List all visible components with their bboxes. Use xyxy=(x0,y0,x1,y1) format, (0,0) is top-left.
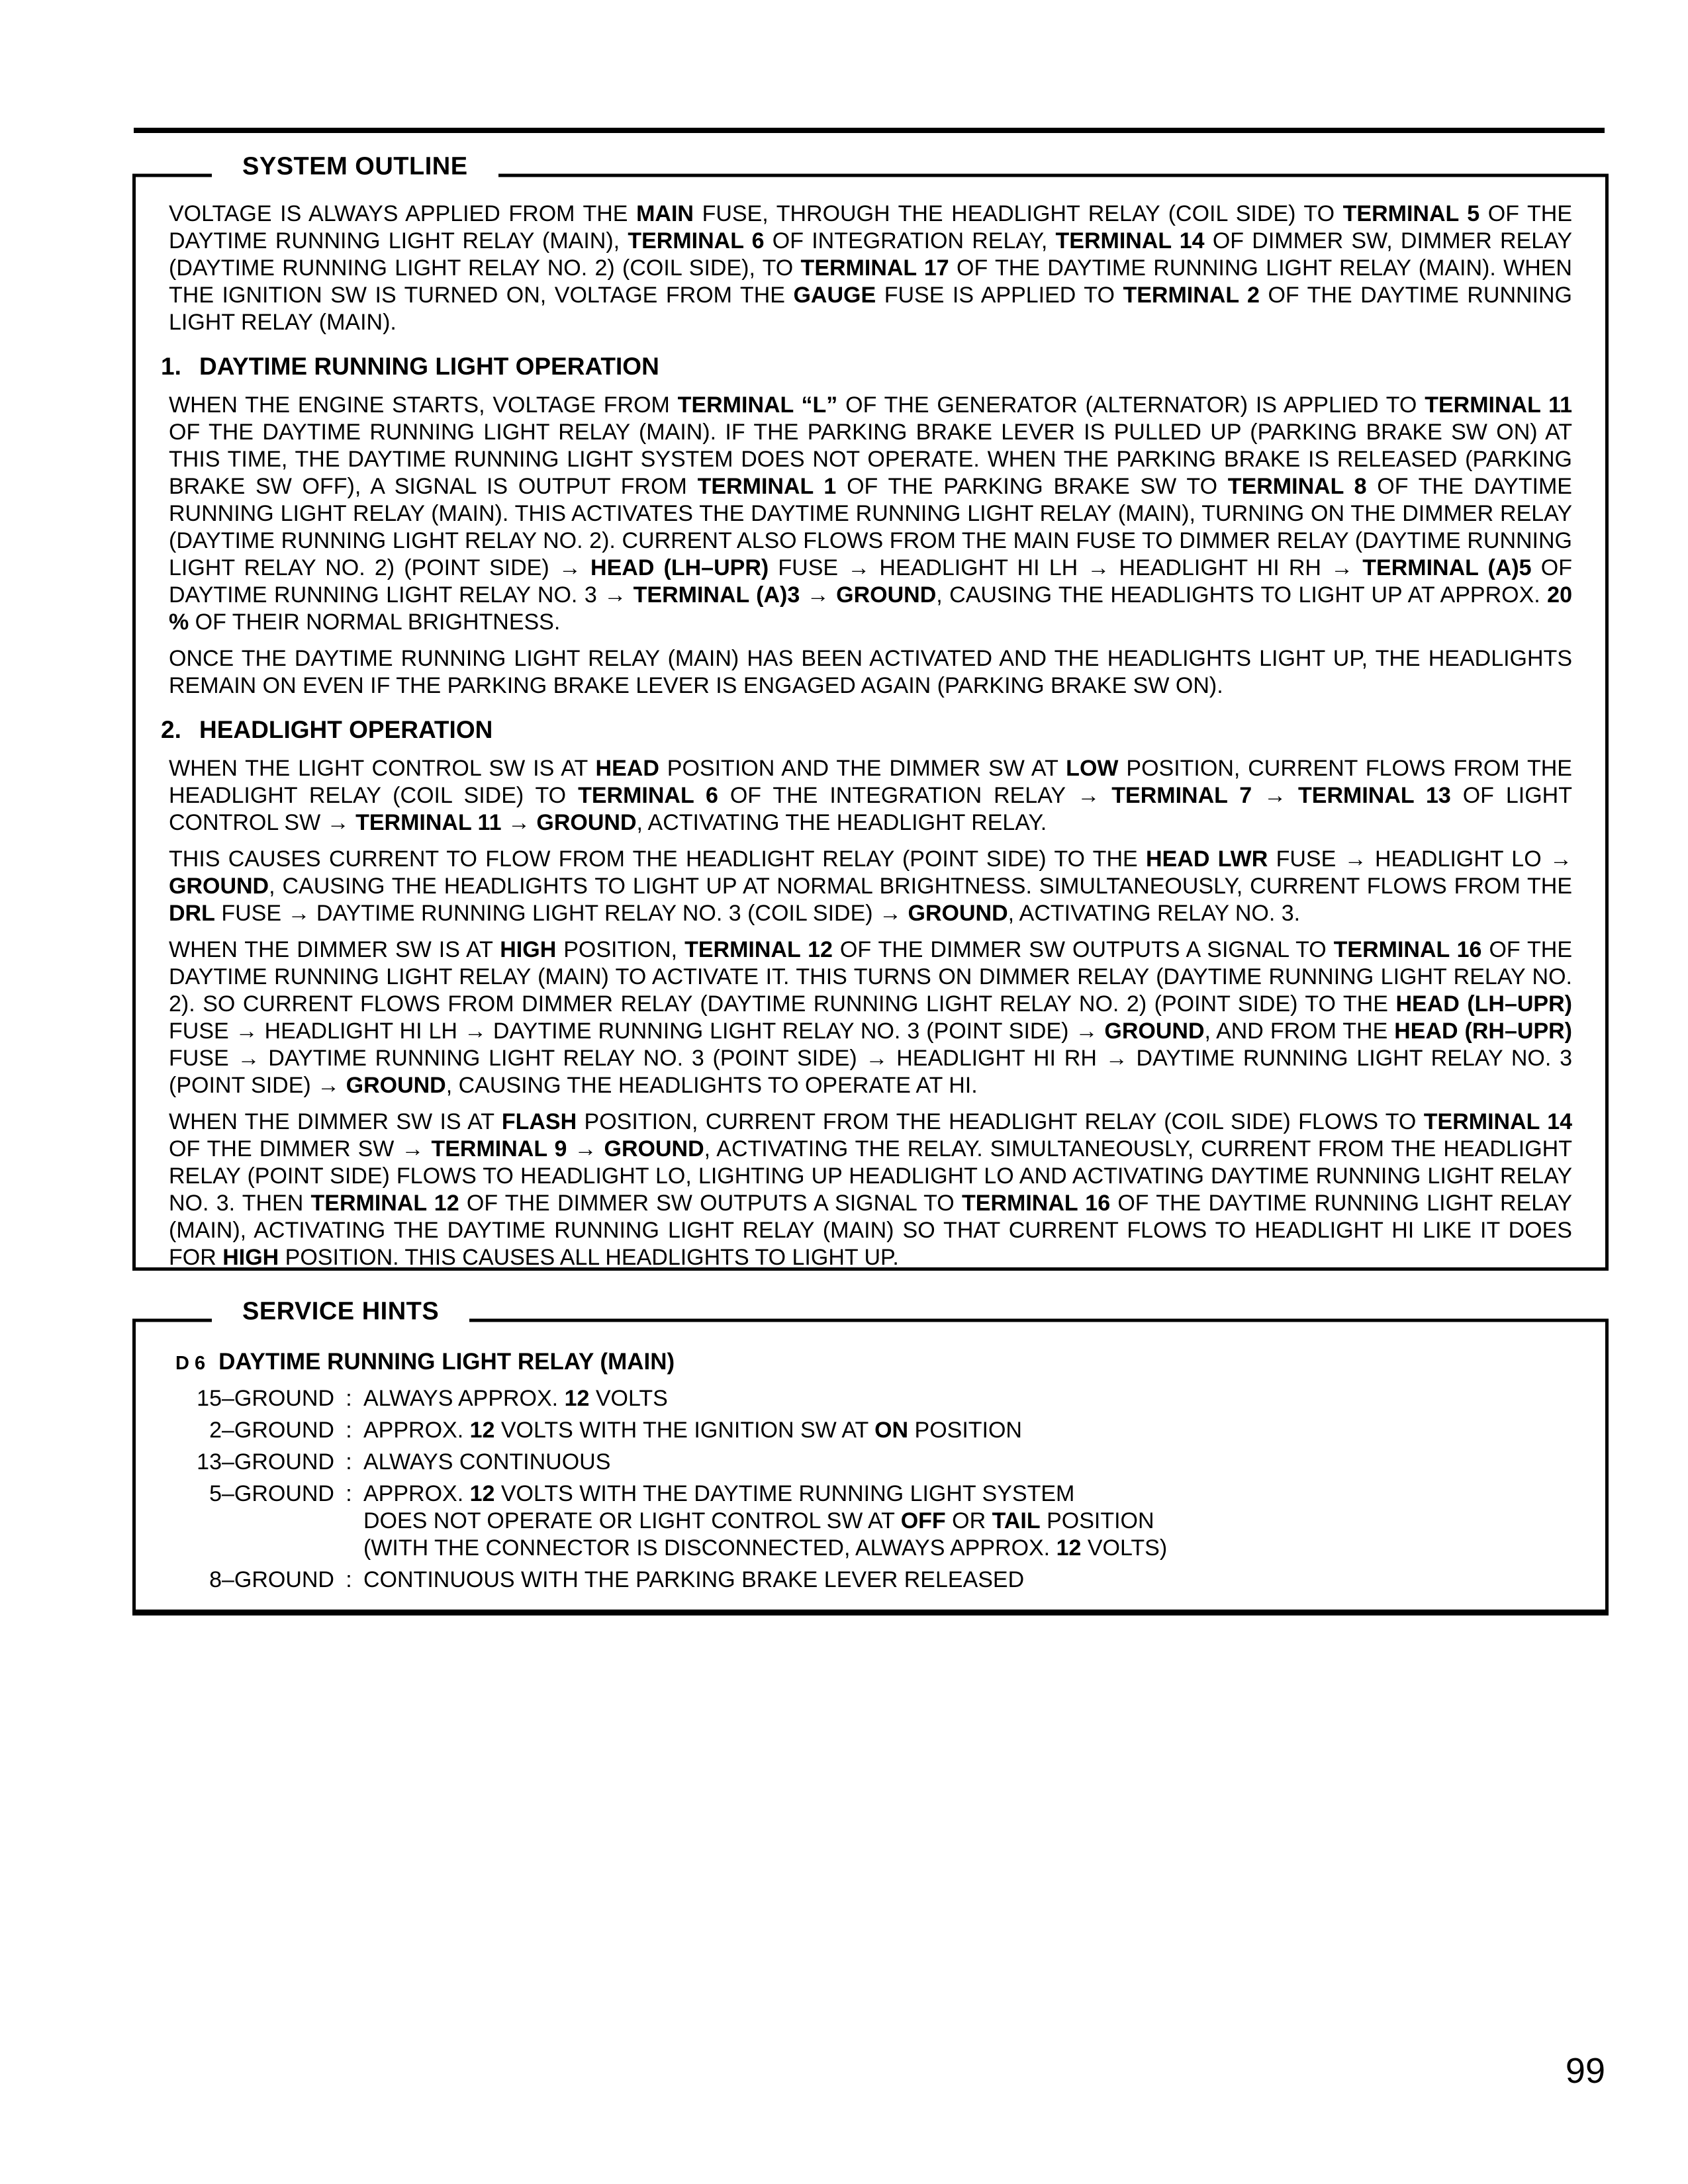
hint-value xyxy=(363,1480,1572,1562)
hint-value-line: DOES NOT OPERATE OR LIGHT CONTROL SW AT OFF OR TAIL POSITION xyxy=(363,1508,1154,1533)
title-rule-right xyxy=(469,1319,1609,1322)
hint-row xyxy=(169,1417,1572,1444)
intro-paragraph: VOLTAGE IS ALWAYS APPLIED FROM THE MAIN FUSE, THROUGH THE HEADLIGHT RELAY (COIL SIDE) TO TERMINAL 5 OF THE DAYTIME RUNNING LIGHT RELAY (MAIN), TERMINAL 6 OF INTEGRATION RELAY, TERMINAL 14 OF DIMMER SW, DIMMER RELAY (DAYTIME RUNNING LIGHT RELAY NO. 2) (COIL SIDE), TO TERMINAL 17 OF THE DAYTIME RUNNING LIGHT RELAY (MAIN). WHEN THE IGNITION SW IS TURNED ON, VOLTAGE FROM THE GAUGE FUSE IS APPLIED TO TERMINAL 2 OF THE DAYTIME RUNNING LIGHT RELAY (MAIN). xyxy=(169,201,1573,335)
hint-value-line: APPROX. 12 VOLTS WITH THE DAYTIME RUNNING LIGHT SYSTEM xyxy=(363,1481,1075,1506)
hint-value xyxy=(363,1567,1572,1594)
section-2-heading-text: HEADLIGHT OPERATION xyxy=(199,716,493,743)
colon-separator: : xyxy=(346,1567,352,1592)
title-rule-right xyxy=(498,174,1609,177)
section-1-paragraph-1: WHEN THE ENGINE STARTS, VOLTAGE FROM TERMINAL “L” OF THE GENERATOR (ALTERNATOR) IS APPLIED TO TERMINAL 11 OF THE DAYTIME RUNNING LIGHT RELAY (MAIN). IF THE PARKING BRAKE LEVER IS PULLED UP (PARKING BRAKE SW ON) AT THIS TIME, THE DAYTIME RUNNING LIGHT SYSTEM DOES NOT OPERATE. WHEN THE PARKING BRAKE IS RELEASED (PARKING BRAKE SW OFF), A SIGNAL IS OUTPUT FROM TERMINAL 1 OF THE PARKING BRAKE SW TO TERMINAL 8 OF THE DAYTIME RUNNING LIGHT RELAY (MAIN). THIS ACTIVATES THE DAYTIME RUNNING LIGHT RELAY (MAIN), TURNING ON THE DIMMER RELAY (DAYTIME RUNNING LIGHT RELAY NO. 2). CURRENT ALSO FLOWS FROM THE MAIN FUSE TO DIMMER RELAY (DAYTIME RUNNING LIGHT RELAY NO. 2) (POINT SIDE) → HEAD (LH–UPR) FUSE → HEADLIGHT HI LH → HEADLIGHT HI RH → TERMINAL (A)5 OF DAYTIME RUNNING LIGHT RELAY NO. 3 → TERMINAL (A)3 → GROUND, CAUSING THE HEADLIGHTS TO LIGHT UP AT APPROX. 20 % OF THEIR NORMAL BRIGHTNESS. xyxy=(169,392,1573,635)
component-heading xyxy=(175,1347,1572,1379)
hint-value-line: CONTINUOUS WITH THE PARKING BRAKE LEVER RELEASED xyxy=(363,1567,1025,1592)
hint-row xyxy=(169,1567,1572,1594)
terminal-label: 8–GROUND xyxy=(209,1567,334,1592)
hint-value-line: ALWAYS APPROX. 12 VOLTS xyxy=(363,1386,668,1411)
component-id: D 6 xyxy=(175,1353,206,1374)
title-rule-left xyxy=(132,1319,212,1322)
colon-separator: : xyxy=(346,1449,352,1475)
section-2-paragraph-1: WHEN THE LIGHT CONTROL SW IS AT HEAD POSITION AND THE DIMMER SW AT LOW POSITION, CURRENT FLOWS FROM THE HEADLIGHT RELAY (COIL SIDE) TO TERMINAL 6 OF THE INTEGRATION RELAY → TERMINAL 7 → TERMINAL 13 OF LIGHT CONTROL SW → TERMINAL 11 → GROUND, ACTIVATING THE HEADLIGHT RELAY. xyxy=(169,756,1572,835)
component-name: DAYTIME RUNNING LIGHT RELAY (MAIN) xyxy=(218,1349,675,1375)
hint-value-line: ALWAYS CONTINUOUS xyxy=(363,1449,611,1475)
hint-row xyxy=(169,1480,1572,1562)
terminal-label: 2–GROUND xyxy=(209,1418,334,1443)
colon-separator: : xyxy=(346,1386,352,1411)
section-2-paragraph-4: WHEN THE DIMMER SW IS AT FLASH POSITION, CURRENT FROM THE HEADLIGHT RELAY (COIL SIDE) FLOWS TO TERMINAL 14 OF THE DIMMER SW → TERMINAL 9 → GROUND, ACTIVATING THE RELAY. SIMULTANEOUSLY, CURRENT FROM THE HEADLIGHT RELAY (POINT SIDE) FLOWS TO HEADLIGHT LO, LIGHTING UP HEADLIGHT LO AND ACTIVATING DAYTIME RUNNING LIGHT RELAY NO. 3. THEN TERMINAL 12 OF THE DIMMER SW OUTPUTS A SIGNAL TO TERMINAL 16 OF THE DAYTIME RUNNING LIGHT RELAY (MAIN), ACTIVATING THE DAYTIME RUNNING LIGHT RELAY (MAIN) SO THAT CURRENT FLOWS TO HEADLIGHT HI LIKE IT DOES FOR HIGH POSITION. THIS CAUSES ALL HEADLIGHTS TO LIGHT UP. xyxy=(169,1109,1573,1270)
hint-row xyxy=(169,1385,1572,1412)
terminal-label: 15–GROUND xyxy=(197,1386,334,1411)
section-2-paragraph-2: THIS CAUSES CURRENT TO FLOW FROM THE HEADLIGHT RELAY (POINT SIDE) TO THE HEAD LWR FUSE → HEADLIGHT LO → GROUND, CAUSING THE HEADLIGHTS TO LIGHT UP AT NORMAL BRIGHTNESS. SIMULTANEOUSLY, CURRENT FLOWS FROM THE DRL FUSE → DAYTIME RUNNING LIGHT RELAY NO. 3 (COIL SIDE) → GROUND, ACTIVATING RELAY NO. 3. xyxy=(169,846,1573,926)
hint-value xyxy=(363,1417,1572,1444)
section-1-heading-text: DAYTIME RUNNING LIGHT OPERATION xyxy=(199,353,659,380)
service-hints-title-row xyxy=(132,1297,1609,1335)
terminal-label: 5–GROUND xyxy=(209,1481,334,1506)
page-top-rule xyxy=(134,128,1605,133)
section-2-number: 2. xyxy=(161,716,181,743)
system-outline-box xyxy=(132,152,1609,1271)
colon-separator: : xyxy=(346,1481,352,1506)
hint-value xyxy=(363,1385,1572,1412)
section-2-heading xyxy=(161,715,1572,745)
section-1-number: 1. xyxy=(161,353,181,380)
section-1-paragraph-2: ONCE THE DAYTIME RUNNING LIGHT RELAY (MAIN) HAS BEEN ACTIVATED AND THE HEADLIGHTS LIGHT UP, THE HEADLIGHTS REMAIN ON EVEN IF THE PARKING BRAKE LEVER IS ENGAGED AGAIN (PARKING BRAKE SW ON). xyxy=(169,646,1572,698)
hint-value-line: (WITH THE CONNECTOR IS DISCONNECTED, ALWAYS APPROX. 12 VOLTS) xyxy=(363,1535,1168,1561)
system-outline-title: SYSTEM OUTLINE xyxy=(242,152,468,181)
terminal-label: 13–GROUND xyxy=(197,1449,334,1475)
colon-separator: : xyxy=(346,1418,352,1443)
page-number: 99 xyxy=(1565,2051,1605,2091)
hint-value-line: APPROX. 12 VOLTS WITH THE IGNITION SW AT ON POSITION xyxy=(363,1418,1022,1443)
service-hints-title: SERVICE HINTS xyxy=(242,1297,440,1326)
section-2-paragraph-3: WHEN THE DIMMER SW IS AT HIGH POSITION, TERMINAL 12 OF THE DIMMER SW OUTPUTS A SIGNAL TO TERMINAL 16 OF THE DAYTIME RUNNING LIGHT RELAY (MAIN) TO ACTIVATE IT. THIS TURNS ON DIMMER RELAY (DAYTIME RUNNING LIGHT RELAY NO. 2). SO CURRENT FLOWS FROM DIMMER RELAY (DAYTIME RUNNING LIGHT RELAY NO. 2) (POINT SIDE) TO THE HEAD (LH–UPR) FUSE → HEADLIGHT HI LH → DAYTIME RUNNING LIGHT RELAY NO. 3 (POINT SIDE) → GROUND, AND FROM THE HEAD (RH–UPR) FUSE → DAYTIME RUNNING LIGHT RELAY NO. 3 (POINT SIDE) → HEADLIGHT HI RH → DAYTIME RUNNING LIGHT RELAY NO. 3 (POINT SIDE) → GROUND, CAUSING THE HEADLIGHTS TO OPERATE AT HI. xyxy=(169,937,1573,1098)
section-1-heading xyxy=(161,352,1572,381)
hint-value xyxy=(363,1449,1572,1476)
hint-row xyxy=(169,1449,1572,1476)
system-outline-title-row xyxy=(132,152,1609,190)
title-rule-left xyxy=(132,174,212,177)
service-hints-box xyxy=(132,1297,1609,1615)
